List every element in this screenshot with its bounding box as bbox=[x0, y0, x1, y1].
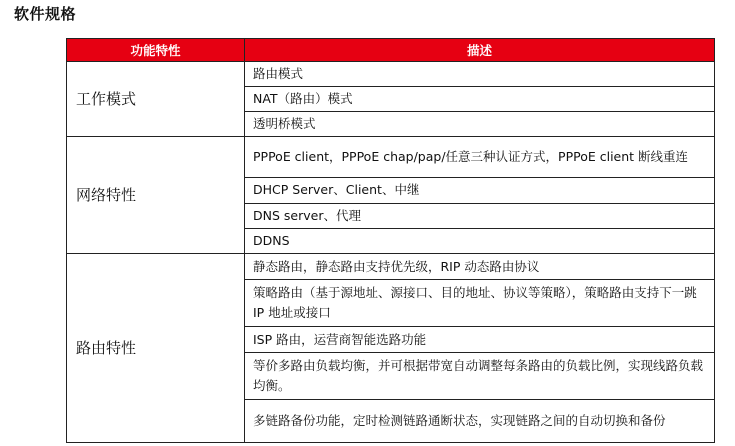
description-cell: 等价多路由负载均衡，并可根据带宽自动调整每条路由的负载比例，实现线路负载均衡。 bbox=[245, 353, 715, 400]
table-row bbox=[67, 62, 715, 87]
description-cell: 路由模式 bbox=[245, 62, 715, 87]
feature-cell: 路由特性 bbox=[67, 254, 245, 443]
description-cell: 策略路由（基于源地址、源接口、目的地址、协议等策略），策略路由支持下一跳 IP 地址或接口 bbox=[245, 280, 715, 327]
description-cell: DHCP Server、Client、中继 bbox=[245, 178, 715, 203]
description-cell: 静态路由，静态路由支持优先级，RIP 动态路由协议 bbox=[245, 254, 715, 280]
feature-cell: 工作模式 bbox=[67, 62, 245, 137]
description-cell: 透明桥模式 bbox=[245, 112, 715, 137]
page-title: 软件规格 bbox=[14, 5, 77, 23]
description-cell: DNS server、代理 bbox=[245, 203, 715, 228]
table-row bbox=[67, 254, 715, 280]
description-cell: ISP 路由，运营商智能选路功能 bbox=[245, 327, 715, 353]
header-feature: 功能特性 bbox=[67, 39, 245, 62]
header-description: 描述 bbox=[245, 39, 715, 62]
description-cell: DDNS bbox=[245, 228, 715, 253]
table-header-row bbox=[67, 39, 715, 62]
spec-table bbox=[66, 38, 715, 443]
description-cell: NAT（路由）模式 bbox=[245, 87, 715, 112]
description-cell: PPPoE client，PPPoE chap/pap/任意三种认证方式，PPPoE client 断线重连 bbox=[245, 137, 715, 178]
table-row bbox=[67, 137, 715, 178]
description-cell: 多链路备份功能，定时检测链路通断状态，实现链路之间的自动切换和备份 bbox=[245, 400, 715, 443]
feature-cell: 网络特性 bbox=[67, 137, 245, 254]
